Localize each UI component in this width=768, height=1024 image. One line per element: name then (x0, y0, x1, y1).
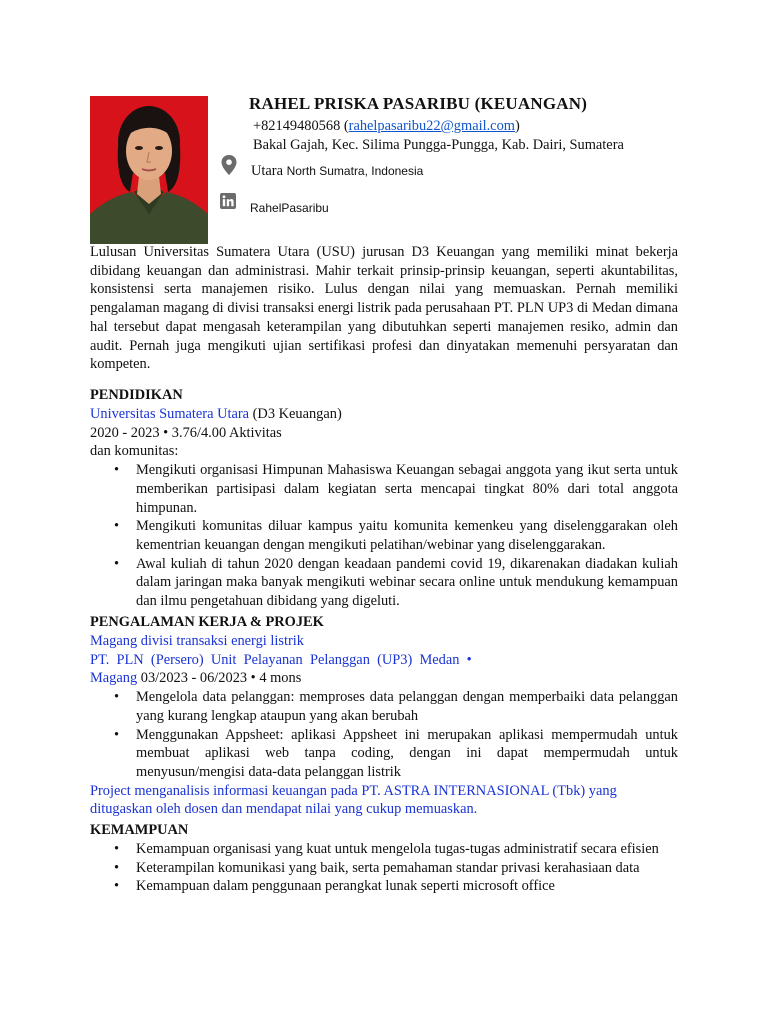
school-program: (D3 Keuangan) (249, 406, 342, 422)
experience-type: Magang (90, 670, 138, 687)
education-school-line (90, 405, 678, 424)
education-meta-2: dan komunitas: (90, 443, 179, 460)
address-country: North Sumatra, Indonesia (286, 164, 424, 178)
phone-email-line: +82149480568 (rahelpasaribu22@gmail.com) (253, 118, 520, 134)
address-line-1: Bakal Gajah, Kec. Silima Pungga-Pungga, Kab. Dairi, Sumatera (253, 137, 624, 153)
contact-block (253, 117, 624, 155)
experience-dates-line (90, 669, 678, 688)
profile-summary: Lulusan Universitas Sumatera Utara (USU) jurusan D3 Keuangan yang memiliki minat bekerja dibidang keuangan dan administrasi. Mahir terkait prinsip-prinsip keuangan, seperti akuntabilitas, konsistensi serta manajemen risiko. Lulus dengan nilai yang memuaskan. Pernah memiliki pengalaman magang di divisi transaksi energi listrik pada perusahaan PT. PLN UP3 di Medan dimana hal tersebut dapat mengasah keterampilan yang dibutuhkan seperti manajemen resiko, admin dan audit. Pernah juga mengikuti ujian sertifikasi profesi dan dinyatakan memenuhi persyaratan dan kompeten. (90, 244, 678, 373)
experience-role: Magang divisi transaksi energi listrik (90, 633, 304, 649)
list-item: • Kemampuan organisasi yang kuat untuk mengelola tugas-tugas administratif secara efisien (114, 841, 659, 857)
education-meta: 2020 - 2023 • 3.76/4.00 Aktivitas (90, 424, 282, 441)
project-line-2: ditugaskan oleh dosen dan mendapat nilai yang cukup memuaskan. (90, 801, 478, 818)
experience-company: PT. PLN (Persero) Unit Pelayanan Pelanggan (UP3) Medan • (90, 651, 472, 668)
email-link[interactable]: rahelpasaribu22@gmail.com (348, 118, 515, 134)
education-bullets (90, 461, 678, 611)
experience-dates: 03/2023 - 06/2023 • 4 mons (137, 670, 302, 687)
experience-bullets (90, 688, 678, 782)
address-line-2: Utara North Sumatra, Indonesia (251, 163, 424, 179)
school-name: Universitas Sumatera Utara (90, 406, 250, 422)
profile-photo-image (90, 96, 208, 244)
phone-number: +82149480568 ( (253, 118, 349, 134)
linkedin-handle[interactable]: RahelPasaribu (250, 201, 329, 215)
experience-heading: PENGALAMAN KERJA & PROJEK (90, 614, 324, 630)
candidate-name: RAHEL PRISKA PASARIBU (KEUANGAN) (249, 94, 588, 113)
list-item: • Mengelola data pelanggan: memproses data pelanggan dengan memperbaiki data pelanggan yang kurang lengkap ataupun yang akan berubah (114, 689, 678, 724)
experience-section (90, 613, 678, 819)
education-heading: PENDIDIKAN (90, 387, 183, 403)
education-section (90, 386, 678, 611)
skills-section (90, 821, 678, 896)
skills-bullets (90, 840, 678, 896)
project-line-1: Project menganalisis informasi keuangan pada PT. ASTRA INTERNASIONAL (Tbk) yang (90, 782, 617, 799)
list-item: • Menggunakan Appsheet: aplikasi Appsheet ini merupakan aplikasi mempermudah untuk membuat aplikasi web tanpa coding, dengan ini dapat mempermudah untuk menyusun/mengisi data-data pelanggan listrik (114, 726, 678, 780)
linkedin-icon (220, 193, 236, 209)
list-item: • Kemampuan dalam penggunaan perangkat lunak seperti microsoft office (114, 878, 555, 895)
skills-heading: KEMAMPUAN (90, 822, 189, 838)
list-item: • Mengikuti organisasi Himpunan Mahasiswa Keuangan sebagai anggota yang ikut serta untuk memberikan partisipasi dalam kegiatan serta mencapai tingkat 80% dari total anggota himpunan. (114, 462, 678, 516)
profile-photo (90, 96, 208, 244)
list-item: • Awal kuliah di tahun 2020 dengan keadaan pandemi covid 19, dikarenakan diadakan kuliah dalam jaringan maka banyak mengikuti webinar secara online untuk mendukung kemampuan dan ilmu pengetahuan dibidang yang digeluti. (114, 555, 678, 610)
map-pin-icon (221, 155, 237, 173)
list-item: • Mengikuti komunitas diluar kampus yaitu komunita kemenkeu yang diselenggarakan oleh kementrian keuangan dengan mengikuti pelatihan/webinar yang diselenggarakan. (114, 518, 678, 553)
list-item: • Keterampilan komunikasi yang baik, serta pemahaman standar privasi kerahasiaan data (114, 859, 640, 876)
